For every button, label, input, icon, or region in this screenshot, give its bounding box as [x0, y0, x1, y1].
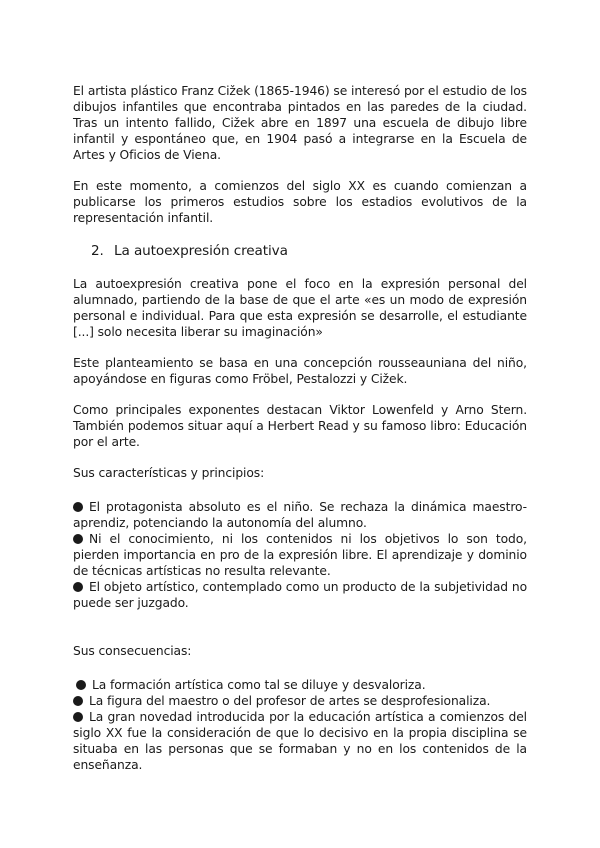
bullet-icon: [73, 696, 83, 706]
list-item: Ni el conocimiento, ni los contenidos ni los objetivos lo son todo, pierden importancia en pro de la expresión libre. El aprendizaje y dominio de técnicas artísticas no resulta relevante.: [73, 532, 527, 578]
paragraph-early-studies: En este momento, a comienzos del siglo XX es cuando comienzan a publicarse los primeros estudios sobre los estadios evolutivos de la representación infantil.: [73, 179, 527, 225]
list-item: El objeto artístico, contemplado como un producto de la subjetividad no puede ser juzgado.: [73, 580, 527, 610]
paragraph-rousseau: Este planteamiento se basa en una concepción rousseauniana del niño, apoyándose en figuras como Fröbel, Pestalozzi y Cižek.: [73, 356, 527, 386]
list-item: La formación artística como tal se diluye y desvaloriza.: [73, 677, 527, 693]
bullet-icon: [73, 712, 83, 722]
list-item: El protagonista absoluto es el niño. Se rechaza la dinámica maestro-aprendiz, potenciando la autonomía del alumno.: [73, 500, 527, 530]
bullet-icon: [76, 680, 86, 690]
section-heading: [73, 241, 527, 261]
section-number: 2.: [91, 243, 104, 259]
principles-list: [73, 499, 527, 611]
paragraph-exponents: Como principales exponentes destacan Viktor Lowenfeld y Arno Stern. También podemos situar aquí a Herbert Read y su famoso libro: Educación por el arte.: [73, 403, 527, 449]
principles-label: Sus características y principios:: [73, 466, 265, 480]
bullet-icon: [73, 534, 83, 544]
list-item: La figura del maestro o del profesor de artes se desprofesionaliza.: [73, 693, 527, 709]
document-body: [73, 83, 527, 773]
bullet-icon: [73, 502, 83, 512]
consequences-list: [73, 677, 527, 773]
section-title: La autoexpresión creativa: [114, 243, 288, 259]
consequences-label: Sus consecuencias:: [73, 644, 192, 658]
paragraph-autoexpresion: La autoexpresión creativa pone el foco en la expresión personal del alumnado, partiendo de la base de que el arte «es un modo de expresión personal e individual. Para que esta expresión se desarrolle, el estudiante [...] solo necesita liberar su imaginación»: [73, 277, 527, 339]
list-item: La gran novedad introducida por la educación artística a comienzos del siglo XX fue la consideración de que lo decisivo en la propia disciplina se situaba en las personas que se formaban y no en los contenidos de la enseñanza.: [73, 710, 527, 772]
paragraph-cizek-intro: El artista plástico Franz Cižek (1865-1946) se interesó por el estudio de los dibujos infantiles que encontraba pintados en las paredes de la ciudad. Tras un intento fallido, Cižek abre en 1897 una escuela de dibujo libre infantil y espontáneo que, en 1904 pasó a integrarse en la Escuela de Artes y Oficios de Viena.: [73, 84, 527, 162]
bullet-icon: [73, 582, 83, 592]
